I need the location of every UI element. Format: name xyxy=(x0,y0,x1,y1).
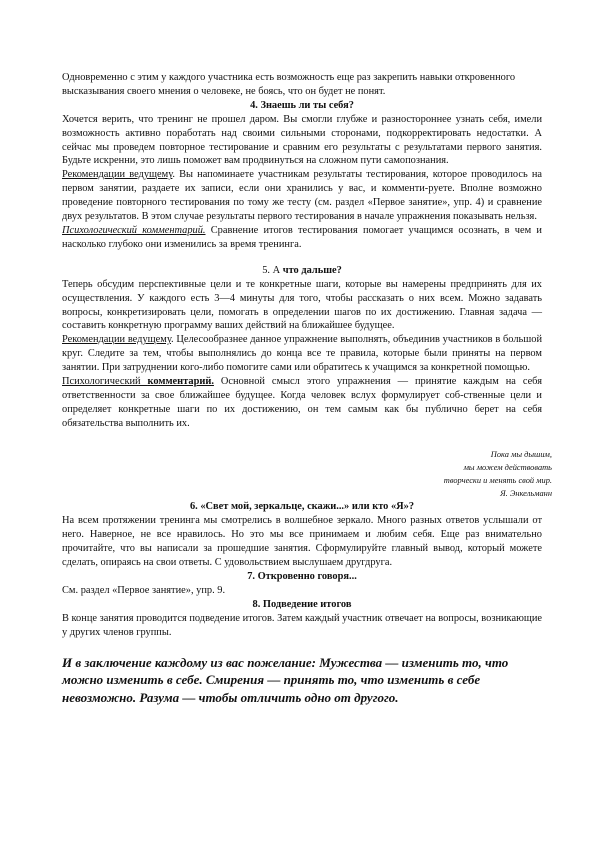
section-6-body: На всем протяжении тренинга мы смотрелись в волшебное зеркало. Много разных ответов услышали от него. Наверное, не все нравилось. Но это мы все принимаем и любим себя. Еще раз внимательно прочитайте, что вы написали за прошедшие занятия. Сформулируйте главный вывод, который можете сделать, опираясь на свои ответы. С удовольствием выслушаем другдруга. xyxy=(62,515,542,569)
recommendations-label: Рекомендации ведущему xyxy=(62,169,173,181)
spacer xyxy=(62,431,542,448)
document-page xyxy=(62,71,552,719)
section-5-heading-num: 5. А xyxy=(262,264,283,276)
section-6-heading: 6. «Свет мой, зеркальце, скажи...» или кто «Я»? xyxy=(189,501,415,513)
psych-comment-label: Психологический комментарий. xyxy=(62,224,206,236)
intro-paragraph: Одновременно с этим у каждого участника есть возможность еще раз закрепить навыки откровенного высказывания своего мнения о человеке, не боясь, что он будет не понят. xyxy=(62,72,516,97)
section-5-psych-comment xyxy=(62,375,542,431)
section-8-heading: 8. Подведение итогов xyxy=(252,598,352,610)
epigraph-line: мы можем действовать xyxy=(463,462,552,472)
section-4-psych-comment xyxy=(62,224,542,252)
section-5-heading xyxy=(62,264,542,278)
recommendations-text: . Вы напоминаете участникам результаты тестирования, которое проводилось на первом занятии, раздаете их записи, если они хранились у вас, и комменти-руете. Вполне возможно проведение повторного тестирования по тому же тесту (см. раздел «Первое занятие», упр. 4) и сравнение двух результатов. В этом случае результаты первого тестирования в начале упражнения показывать нельзя. xyxy=(62,169,542,223)
recommendations-label: Рекомендации ведущему xyxy=(62,334,171,346)
epigraph xyxy=(62,448,552,501)
section-4-recommendations xyxy=(62,168,542,224)
psych-comment-text: Основной смысл этого упражнения — принятие каждым на себя ответственности за свое ближайшее будущее. Когда человек вслух формулирует соб-ственные цели и определяет конкретные шаги по их достижению, он тем самым как бы публично берет на себя обязательства выполнить их. xyxy=(62,376,542,429)
section-8-body: В конце занятия проводится подведение итогов. Затем каждый участник отвечает на вопросы, возникающие у других членов группы. xyxy=(62,612,542,638)
psych-comment-label-bold: комментарий. xyxy=(147,376,214,388)
psych-comment-label-plain: Психологический xyxy=(62,376,148,388)
section-5-heading-title: что дальше? xyxy=(282,264,342,276)
section-4-body: Хочется верить, что тренинг не прошел даром. Вы смогли глубже и разностороннее узнать себя, имели возможность активно поработать над своими сильными сторонами, подкорректировать недостатки. А сейчас мы проведем повторное тестирование и сравним его результаты с результатами первого занятия. Будьте искренни, это лишь поможет вам продвинуться на сложном пути самопознания. xyxy=(62,113,542,167)
section-5-body: Теперь обсудим перспективные цели и те конкретные шаги, которые вы намерены предпринять для их осуществления. У каждого есть 3—4 минуты для того, чтобы рассказать о них всем. Можно задавать вопросы, конкретизировать цели, помогать в определении шагов по их достижению. Главная задача — составить конкретную программу ваших действий на ближайшее будущее. xyxy=(62,278,542,332)
psych-comment-text: Сравнение итогов тестирования помогает учащимся осознать, в чем и насколько глубоко они изменились за время тренинга. xyxy=(62,224,542,250)
recommendations-text: . Целесообразнее данное упражнение выполнять, объединив участников в большой круг. Следите за тем, чтобы выполнялись до конца все те правила, которые были приняты на первом занятии. При затруднении кого-либо помогите сами или обратитесь к учащимся за конкретной помощью. xyxy=(62,334,543,374)
section-5-recommendations xyxy=(62,333,542,375)
spacer xyxy=(62,252,542,264)
epigraph-author: Я. Энкельманн xyxy=(500,489,552,499)
section-7-body: См. раздел «Первое занятие», упр. 9. xyxy=(62,584,226,596)
section-7-heading: 7. Откровенно говоря... xyxy=(247,571,357,582)
section-4-heading: 4. Знаешь ли ты себя? xyxy=(250,99,354,111)
closing-wish: И в заключение каждому из вас пожелание: Мужества — изменить то, что можно изменить в себе. Смирения — принять то, что изменить в себе невозможно. Разума — чтобы отличить одно от другого. xyxy=(62,654,509,705)
epigraph-line: Пока мы дышим, xyxy=(490,449,552,459)
epigraph-line: творчески и менять свой мир. xyxy=(443,476,552,486)
